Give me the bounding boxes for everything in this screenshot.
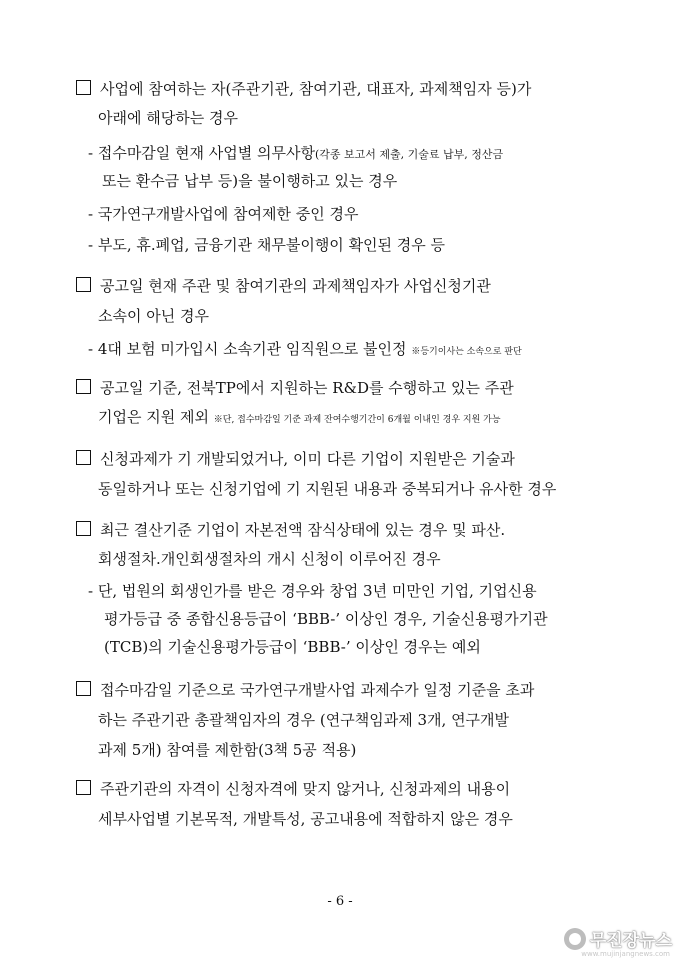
sub-item-text: 평가등급 중 종합신용등급이 ‘BBB-’ 이상인 경우, 기술신용평가기관 <box>104 610 548 628</box>
item-continuation <box>98 808 513 829</box>
sub-item-continuation <box>104 608 548 629</box>
checkbox-item-1 <box>76 78 531 99</box>
item-continuation <box>98 739 356 760</box>
item-text: 주관기관의 자격이 신청자격에 맞지 않거나, 신청과제의 내용이 <box>100 780 511 798</box>
sub-item <box>88 203 358 224</box>
item-text: 기업은 지원 제외 <box>98 408 209 426</box>
sub-item-continuation <box>102 170 397 191</box>
checkbox-icon <box>76 681 91 696</box>
item-text: 접수마감일 기준으로 국가연구개발사업 과제수가 일정 기준을 초과 <box>100 681 535 699</box>
checkbox-icon <box>76 450 91 465</box>
item-continuation <box>98 305 209 326</box>
item-note: ※단, 접수마감일 기준 과제 잔여수행기간이 6개월 이내인 경우 지원 가능 <box>213 415 501 425</box>
item-continuation <box>98 709 509 730</box>
checkbox-icon <box>76 379 91 394</box>
item-continuation <box>98 107 238 128</box>
checkbox-icon <box>76 80 91 95</box>
page-number: - 6 - <box>327 894 353 909</box>
sub-item-text: - 4대 보험 미가입시 소속기관 임직원으로 불인정 <box>88 340 407 358</box>
item-text: 소속이 아닌 경우 <box>98 307 209 325</box>
item-continuation <box>98 406 501 427</box>
item-text: 세부사업별 기본목적, 개발특성, 공고내용에 적합하지 않은 경우 <box>98 810 513 828</box>
checkbox-item-4 <box>76 448 515 469</box>
sub-item <box>88 338 522 359</box>
item-text: 하는 주관기관 총괄책임자의 경우 (연구책임과제 3개, 연구개발 <box>98 711 510 729</box>
sub-item-note: ※등기이사는 소속으로 판단 <box>411 347 522 357</box>
sub-item-text: 또는 환수금 납부 등)을 불이행하고 있는 경우 <box>102 172 398 190</box>
checkbox-icon <box>76 521 91 536</box>
item-text: 사업에 참여하는 자(주관기관, 참여기관, 대표자, 과제책임자 등)가 <box>100 80 532 98</box>
sub-item-text: - 국가연구개발사업에 참여제한 중인 경우 <box>88 205 359 223</box>
sub-item <box>88 142 503 163</box>
checkbox-item-6 <box>76 679 534 700</box>
item-text: 회생절차.개인회생절차의 개시 신청이 이루어진 경우 <box>98 550 441 568</box>
checkbox-icon <box>76 277 91 292</box>
checkbox-item-3 <box>76 377 514 398</box>
item-text: 공고일 기준, 전북TP에서 지원하는 R&D를 수행하고 있는 주관 <box>100 379 514 397</box>
checkbox-item-2 <box>76 275 491 296</box>
sub-item-note: (각종 보고서 제출, 기술료 납부, 정산금 <box>315 148 504 161</box>
sub-item-text: - 부도, 휴.폐업, 금융기관 채무불이행이 확인된 경우 등 <box>88 236 446 254</box>
item-text: 과제 5개) 참여를 제한함(3책 5공 적용) <box>98 741 357 759</box>
item-text: 신청과제가 기 개발되었거나, 이미 다른 기업이 지원받은 기술과 <box>100 450 515 468</box>
item-text: 공고일 현재 주관 및 참여기관의 과제책임자가 사업신청기관 <box>100 277 491 295</box>
sub-item-continuation <box>104 636 481 657</box>
item-continuation <box>98 478 556 499</box>
item-text: 동일하거나 또는 신청기업에 기 지원된 내용과 중복되거나 유사한 경우 <box>98 480 557 498</box>
sub-item-text: (TCB)의 기술신용평가등급이 ‘BBB-’ 이상인 경우는 예외 <box>104 638 481 656</box>
item-text: 최근 결산기준 기업이 자본전액 잠식상태에 있는 경우 및 파산. <box>100 521 506 539</box>
sub-item <box>88 234 445 255</box>
checkbox-item-7 <box>76 778 510 799</box>
item-text: 아래에 해당하는 경우 <box>98 109 238 127</box>
sub-item-text: - 접수마감일 현재 사업별 의무사항 <box>88 144 316 162</box>
sub-item <box>88 580 537 601</box>
checkbox-item-5 <box>76 519 505 540</box>
watermark-logo <box>564 926 672 951</box>
watermark-text: 무진장뉴스 <box>589 931 672 951</box>
checkbox-icon <box>76 780 91 795</box>
sub-item-text: - 단, 법원의 회생인가를 받은 경우와 창업 3년 미만인 기업, 기업신용 <box>88 582 537 600</box>
item-continuation <box>98 548 441 569</box>
watermark-url: www.mujinjangnews.com <box>581 950 670 958</box>
watermark-icon <box>564 928 586 950</box>
